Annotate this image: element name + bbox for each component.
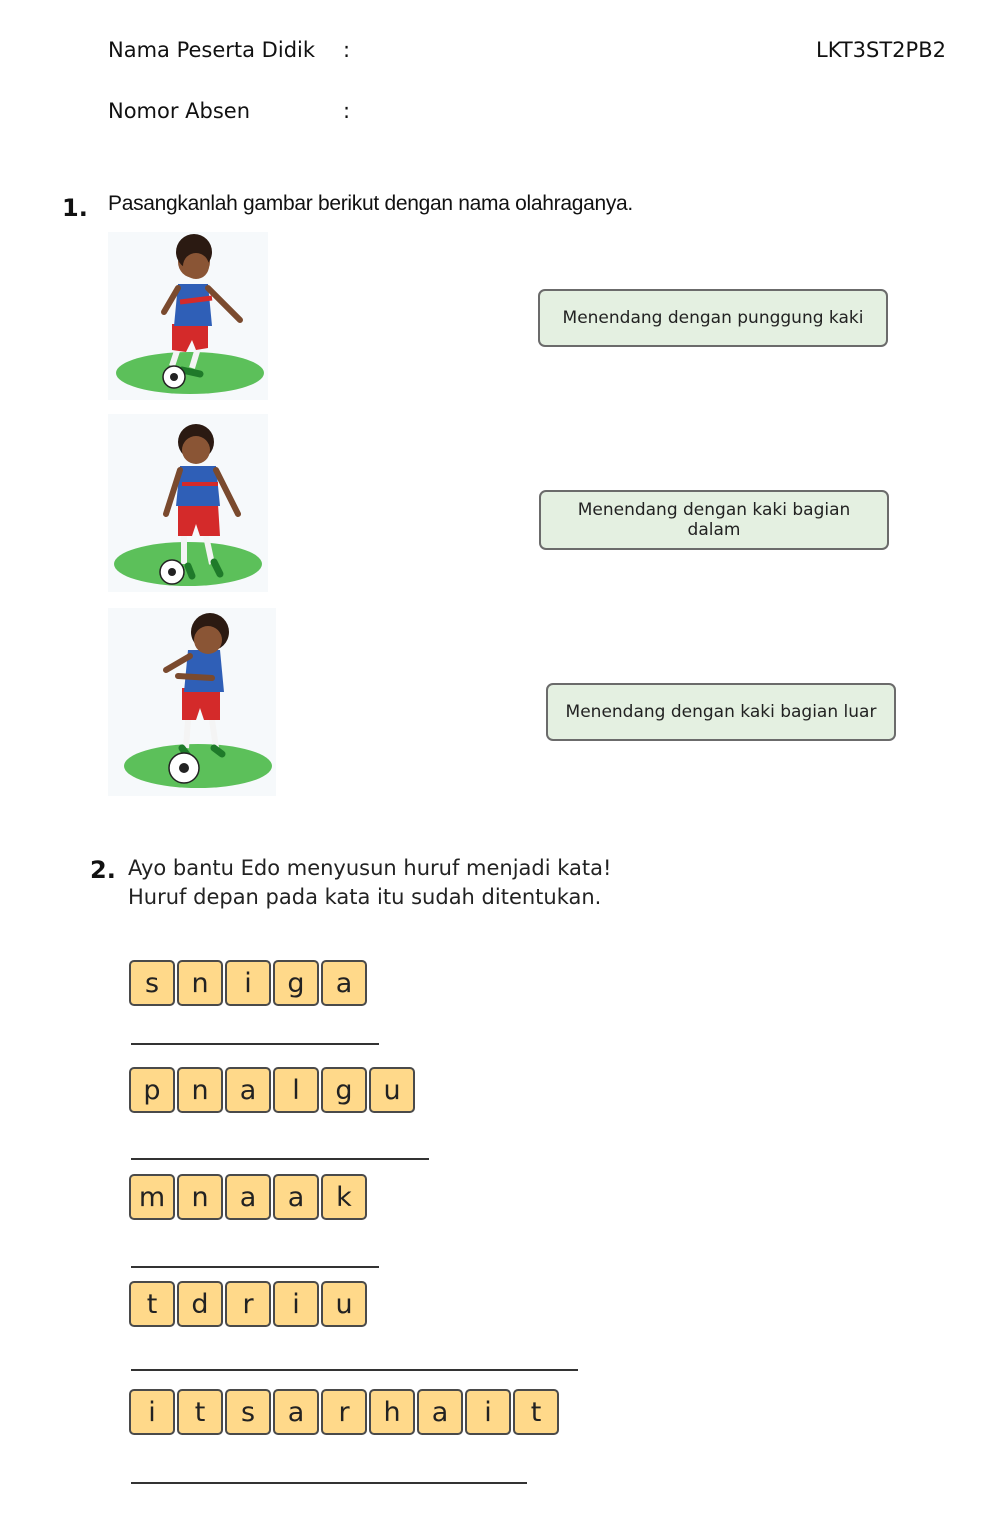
letter-tile[interactable]: g — [321, 1067, 367, 1113]
answer-line-5[interactable] — [131, 1482, 527, 1484]
letter-tile[interactable]: k — [321, 1174, 367, 1220]
letter-tile[interactable]: t — [129, 1281, 175, 1327]
question-2-line-2: Huruf depan pada kata itu sudah ditentukan. — [128, 885, 602, 909]
answer-line-1[interactable] — [131, 1043, 379, 1045]
letter-tile[interactable]: l — [273, 1067, 319, 1113]
letter-tile[interactable]: i — [129, 1389, 175, 1435]
letter-tile[interactable]: i — [465, 1389, 511, 1435]
letter-tile[interactable]: s — [129, 960, 175, 1006]
player-illustration-3 — [108, 608, 276, 796]
letter-tile[interactable]: i — [273, 1281, 319, 1327]
answer-line-3[interactable] — [131, 1266, 379, 1268]
player-image-1[interactable] — [108, 232, 268, 400]
letter-tile[interactable]: a — [273, 1389, 319, 1435]
letter-tile[interactable]: r — [225, 1281, 271, 1327]
player-image-2[interactable] — [108, 414, 268, 592]
question-1-number: 1. — [62, 194, 88, 222]
tile-row-5 — [129, 1389, 559, 1435]
letter-tile[interactable]: s — [225, 1389, 271, 1435]
player-illustration-2 — [108, 414, 268, 592]
letter-tile[interactable]: u — [369, 1067, 415, 1113]
tile-row-1 — [129, 960, 367, 1006]
letter-tile[interactable]: g — [273, 960, 319, 1006]
option-box-2[interactable]: Menendang dengan kaki bagian dalam — [539, 490, 889, 550]
letter-tile[interactable]: a — [225, 1067, 271, 1113]
letter-tile[interactable]: h — [369, 1389, 415, 1435]
player-illustration-1 — [108, 232, 268, 400]
absen-label: Nomor Absen — [108, 99, 251, 123]
tile-row-3 — [129, 1174, 367, 1220]
letter-tile[interactable]: m — [129, 1174, 175, 1220]
letter-tile[interactable]: a — [417, 1389, 463, 1435]
letter-tile[interactable]: a — [321, 960, 367, 1006]
question-2-instruction — [128, 854, 611, 912]
letter-tile[interactable]: i — [225, 960, 271, 1006]
letter-tile[interactable]: d — [177, 1281, 223, 1327]
question-2-line-1: Ayo bantu Edo menyusun huruf menjadi kata! — [128, 856, 612, 880]
question-1-instruction: Pasangkanlah gambar berikut dengan nama olahraganya. — [108, 192, 633, 215]
letter-tile[interactable]: a — [225, 1174, 271, 1220]
letter-tile[interactable]: r — [321, 1389, 367, 1435]
letter-tile[interactable]: n — [177, 960, 223, 1006]
name-label: Nama Peserta Didik — [108, 38, 316, 62]
name-colon: : — [343, 38, 351, 62]
letter-tile[interactable]: n — [177, 1174, 223, 1220]
worksheet-code: LKT3ST2PB2 — [816, 38, 946, 62]
letter-tile[interactable]: a — [273, 1174, 319, 1220]
tile-row-4 — [129, 1281, 367, 1327]
answer-line-2[interactable] — [131, 1158, 429, 1160]
player-image-3[interactable] — [108, 608, 276, 796]
tile-row-2 — [129, 1067, 415, 1113]
answer-line-4[interactable] — [131, 1369, 578, 1371]
option-box-3[interactable]: Menendang dengan kaki bagian luar — [546, 683, 896, 741]
option-box-1[interactable]: Menendang dengan punggung kaki — [538, 289, 888, 347]
letter-tile[interactable]: p — [129, 1067, 175, 1113]
absen-colon: : — [343, 99, 351, 123]
letter-tile[interactable]: n — [177, 1067, 223, 1113]
letter-tile[interactable]: t — [513, 1389, 559, 1435]
letter-tile[interactable]: u — [321, 1281, 367, 1327]
question-2-number: 2. — [90, 856, 116, 884]
letter-tile[interactable]: t — [177, 1389, 223, 1435]
